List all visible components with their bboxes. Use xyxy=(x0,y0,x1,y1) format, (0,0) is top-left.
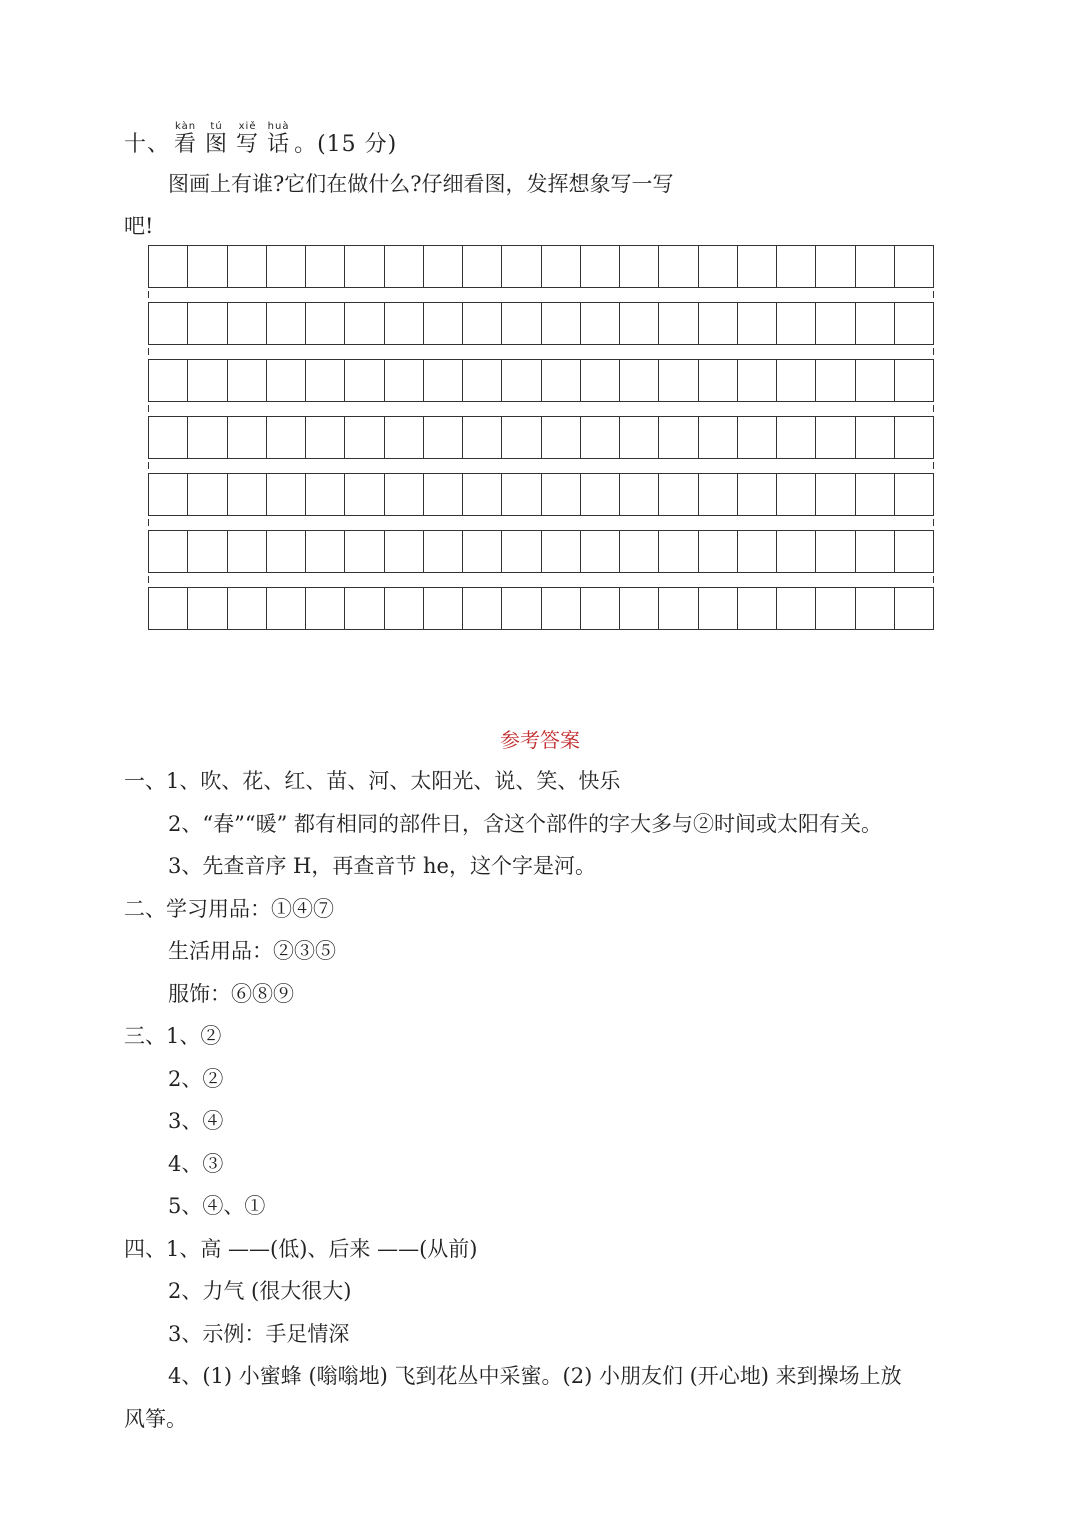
hanzi: 写 xyxy=(236,132,260,157)
grid-cell[interactable] xyxy=(777,531,816,572)
grid-cell[interactable] xyxy=(149,474,188,515)
grid-row xyxy=(148,473,934,516)
grid-row xyxy=(148,359,934,402)
grid-cell[interactable] xyxy=(188,417,227,458)
grid-cell[interactable] xyxy=(267,360,306,401)
grid-cell[interactable] xyxy=(620,531,659,572)
grid-cell[interactable] xyxy=(542,474,581,515)
grid-cell[interactable] xyxy=(188,360,227,401)
grid-cell[interactable] xyxy=(738,417,777,458)
grid-cell[interactable] xyxy=(895,417,933,458)
grid-cell[interactable] xyxy=(542,246,581,287)
grid-cell[interactable] xyxy=(816,588,855,629)
grid-cell[interactable] xyxy=(502,360,541,401)
answer-line: 2、力气 (很大很大) xyxy=(168,1279,352,1303)
grid-cell[interactable] xyxy=(542,360,581,401)
grid-cell[interactable] xyxy=(659,474,698,515)
grid-cell[interactable] xyxy=(502,417,541,458)
question-10-title xyxy=(124,122,397,158)
grid-cell[interactable] xyxy=(620,246,659,287)
grid-cell[interactable] xyxy=(345,417,384,458)
answer-line: 一、1、吹、花、红、苗、河、太阳光、说、笑、快乐 xyxy=(124,769,621,793)
pinyin: tú xyxy=(210,121,223,132)
grid-cell[interactable] xyxy=(345,588,384,629)
grid-cell[interactable] xyxy=(306,474,345,515)
grid-cell[interactable] xyxy=(620,588,659,629)
grid-cell[interactable] xyxy=(463,246,502,287)
grid-cell[interactable] xyxy=(149,360,188,401)
grid-spacer xyxy=(148,291,934,298)
grid-cell[interactable] xyxy=(659,360,698,401)
grid-cell[interactable] xyxy=(424,360,463,401)
grid-cell[interactable] xyxy=(502,246,541,287)
grid-cell[interactable] xyxy=(816,360,855,401)
grid-cell[interactable] xyxy=(856,303,895,344)
grid-row xyxy=(148,302,934,345)
hanzi: 看 xyxy=(174,132,198,157)
grid-spacer xyxy=(148,519,934,526)
grid-cell[interactable] xyxy=(581,246,620,287)
grid-cell[interactable] xyxy=(738,588,777,629)
grid-cell[interactable] xyxy=(267,246,306,287)
grid-cell[interactable] xyxy=(581,474,620,515)
answer-line: 服饰：⑥⑧⑨ xyxy=(168,982,294,1006)
grid-cell[interactable] xyxy=(738,531,777,572)
grid-cell[interactable] xyxy=(581,360,620,401)
answer-line: 3、④ xyxy=(168,1109,224,1133)
grid-cell[interactable] xyxy=(777,360,816,401)
grid-cell[interactable] xyxy=(385,303,424,344)
grid-cell[interactable] xyxy=(385,417,424,458)
grid-cell[interactable] xyxy=(385,531,424,572)
grid-cell[interactable] xyxy=(699,417,738,458)
grid-spacer xyxy=(148,405,934,412)
grid-cell[interactable] xyxy=(228,588,267,629)
answer-line: 3、先查音序 H，再查音节 he，这个字是河。 xyxy=(168,854,596,878)
answer-line: 四、1、高 ——(低)、后来 ——(从前) xyxy=(124,1237,478,1261)
grid-cell[interactable] xyxy=(620,360,659,401)
grid-cell[interactable] xyxy=(424,588,463,629)
grid-cell[interactable] xyxy=(895,531,933,572)
hanzi: 图 xyxy=(205,132,229,157)
grid-cell[interactable] xyxy=(699,246,738,287)
grid-cell[interactable] xyxy=(502,531,541,572)
grid-cell[interactable] xyxy=(463,360,502,401)
grid-cell[interactable] xyxy=(856,588,895,629)
grid-cell[interactable] xyxy=(267,531,306,572)
grid-cell[interactable] xyxy=(228,303,267,344)
grid-cell[interactable] xyxy=(149,588,188,629)
grid-cell[interactable] xyxy=(149,531,188,572)
grid-cell[interactable] xyxy=(895,360,933,401)
grid-cell[interactable] xyxy=(856,360,895,401)
grid-row xyxy=(148,587,934,630)
grid-cell[interactable] xyxy=(188,303,227,344)
grid-cell[interactable] xyxy=(856,246,895,287)
grid-cell[interactable] xyxy=(424,246,463,287)
ruby-char xyxy=(174,122,197,158)
answer-line: 生活用品：②③⑤ xyxy=(168,939,336,963)
grid-cell[interactable] xyxy=(306,360,345,401)
hanzi: 话 xyxy=(267,132,291,157)
grid-cell[interactable] xyxy=(581,588,620,629)
grid-spacer xyxy=(148,348,934,355)
grid-row xyxy=(148,245,934,288)
grid-cell[interactable] xyxy=(659,588,698,629)
grid-cell[interactable] xyxy=(816,417,855,458)
grid-cell[interactable] xyxy=(502,303,541,344)
ruby-char xyxy=(205,122,228,158)
answer-line: 二、学习用品：①④⑦ xyxy=(124,897,334,921)
grid-cell[interactable] xyxy=(738,360,777,401)
grid-cell[interactable] xyxy=(699,360,738,401)
grid-cell[interactable] xyxy=(777,303,816,344)
grid-cell[interactable] xyxy=(385,588,424,629)
answer-title: 参考答案 xyxy=(500,728,580,752)
ruby-char xyxy=(236,122,259,158)
grid-cell[interactable] xyxy=(306,417,345,458)
grid-cell[interactable] xyxy=(777,246,816,287)
grid-cell[interactable] xyxy=(188,588,227,629)
grid-cell[interactable] xyxy=(463,588,502,629)
grid-cell[interactable] xyxy=(620,303,659,344)
grid-cell[interactable] xyxy=(581,417,620,458)
grid-cell[interactable] xyxy=(385,246,424,287)
grid-cell[interactable] xyxy=(777,474,816,515)
grid-cell[interactable] xyxy=(385,474,424,515)
grid-cell[interactable] xyxy=(699,531,738,572)
grid-cell[interactable] xyxy=(659,531,698,572)
answer-line: 5、④、① xyxy=(168,1194,266,1218)
answer-line: 风筝。 xyxy=(124,1407,187,1431)
grid-cell[interactable] xyxy=(777,417,816,458)
grid-cell[interactable] xyxy=(228,531,267,572)
answer-line: 2、② xyxy=(168,1067,224,1091)
pinyin: huà xyxy=(267,121,290,132)
grid-cell[interactable] xyxy=(816,531,855,572)
grid-cell[interactable] xyxy=(306,588,345,629)
grid-cell[interactable] xyxy=(542,417,581,458)
grid-cell[interactable] xyxy=(267,417,306,458)
answer-line: 三、1、② xyxy=(124,1024,222,1048)
grid-cell[interactable] xyxy=(659,246,698,287)
grid-cell[interactable] xyxy=(306,531,345,572)
grid-cell[interactable] xyxy=(699,588,738,629)
grid-cell[interactable] xyxy=(345,474,384,515)
grid-cell[interactable] xyxy=(267,474,306,515)
grid-cell[interactable] xyxy=(424,417,463,458)
grid-cell[interactable] xyxy=(502,474,541,515)
grid-cell[interactable] xyxy=(659,417,698,458)
grid-cell[interactable] xyxy=(424,303,463,344)
grid-cell[interactable] xyxy=(895,246,933,287)
grid-cell[interactable] xyxy=(149,417,188,458)
grid-cell[interactable] xyxy=(659,303,698,344)
grid-cell[interactable] xyxy=(463,417,502,458)
grid-cell[interactable] xyxy=(228,360,267,401)
answer-line: 2、“春”“暖” 都有相同的部件日，含这个部件的字大多与②时间或太阳有关。 xyxy=(168,812,882,836)
grid-cell[interactable] xyxy=(581,531,620,572)
grid-cell[interactable] xyxy=(699,474,738,515)
answer-line: 4、③ xyxy=(168,1152,224,1176)
grid-cell[interactable] xyxy=(542,531,581,572)
grid-cell[interactable] xyxy=(306,303,345,344)
grid-cell[interactable] xyxy=(620,474,659,515)
grid-cell[interactable] xyxy=(502,588,541,629)
grid-cell[interactable] xyxy=(149,246,188,287)
grid-cell[interactable] xyxy=(738,303,777,344)
grid-cell[interactable] xyxy=(816,246,855,287)
grid-cell[interactable] xyxy=(463,303,502,344)
answer-line: 4、(1) 小蜜蜂 (嗡嗡地) 飞到花丛中采蜜。(2) 小朋友们 (开心地) 来到操场上放 xyxy=(168,1364,902,1388)
grid-cell[interactable] xyxy=(856,474,895,515)
grid-cell[interactable] xyxy=(345,360,384,401)
grid-cell[interactable] xyxy=(345,303,384,344)
grid-cell[interactable] xyxy=(188,246,227,287)
grid-row xyxy=(148,530,934,573)
grid-cell[interactable] xyxy=(267,588,306,629)
prompt-line-2: 吧! xyxy=(124,214,154,238)
grid-spacer xyxy=(148,462,934,469)
question-number: 十、 xyxy=(124,132,171,157)
grid-cell[interactable] xyxy=(542,588,581,629)
grid-cell[interactable] xyxy=(267,303,306,344)
grid-cell[interactable] xyxy=(385,360,424,401)
grid-cell[interactable] xyxy=(699,303,738,344)
grid-row xyxy=(148,416,934,459)
grid-cell[interactable] xyxy=(228,246,267,287)
grid-cell[interactable] xyxy=(188,474,227,515)
grid-cell[interactable] xyxy=(856,531,895,572)
grid-cell[interactable] xyxy=(542,303,581,344)
grid-cell[interactable] xyxy=(816,474,855,515)
grid-cell[interactable] xyxy=(895,303,933,344)
pinyin: xiě xyxy=(238,121,257,132)
grid-cell[interactable] xyxy=(895,474,933,515)
grid-cell[interactable] xyxy=(581,303,620,344)
grid-cell[interactable] xyxy=(620,417,659,458)
grid-cell[interactable] xyxy=(228,417,267,458)
grid-cell[interactable] xyxy=(738,246,777,287)
grid-cell[interactable] xyxy=(424,474,463,515)
grid-spacer xyxy=(148,576,934,583)
grid-cell[interactable] xyxy=(738,474,777,515)
ruby-char xyxy=(267,122,290,158)
grid-cell[interactable] xyxy=(856,417,895,458)
grid-cell[interactable] xyxy=(424,531,463,572)
grid-cell[interactable] xyxy=(345,246,384,287)
answer-line: 3、示例：手足情深 xyxy=(168,1322,350,1346)
grid-cell[interactable] xyxy=(345,531,384,572)
grid-cell[interactable] xyxy=(895,588,933,629)
pinyin: kàn xyxy=(174,121,197,132)
grid-cell[interactable] xyxy=(228,474,267,515)
grid-cell[interactable] xyxy=(816,303,855,344)
grid-cell[interactable] xyxy=(777,588,816,629)
question-suffix: 。(15 分) xyxy=(294,132,398,157)
grid-cell[interactable] xyxy=(306,246,345,287)
grid-cell[interactable] xyxy=(149,303,188,344)
prompt-line-1: 图画上有谁?它们在做什么?仔细看图，发挥想象写一写 xyxy=(168,172,674,196)
grid-cell[interactable] xyxy=(188,531,227,572)
grid-cell[interactable] xyxy=(463,474,502,515)
grid-cell[interactable] xyxy=(463,531,502,572)
